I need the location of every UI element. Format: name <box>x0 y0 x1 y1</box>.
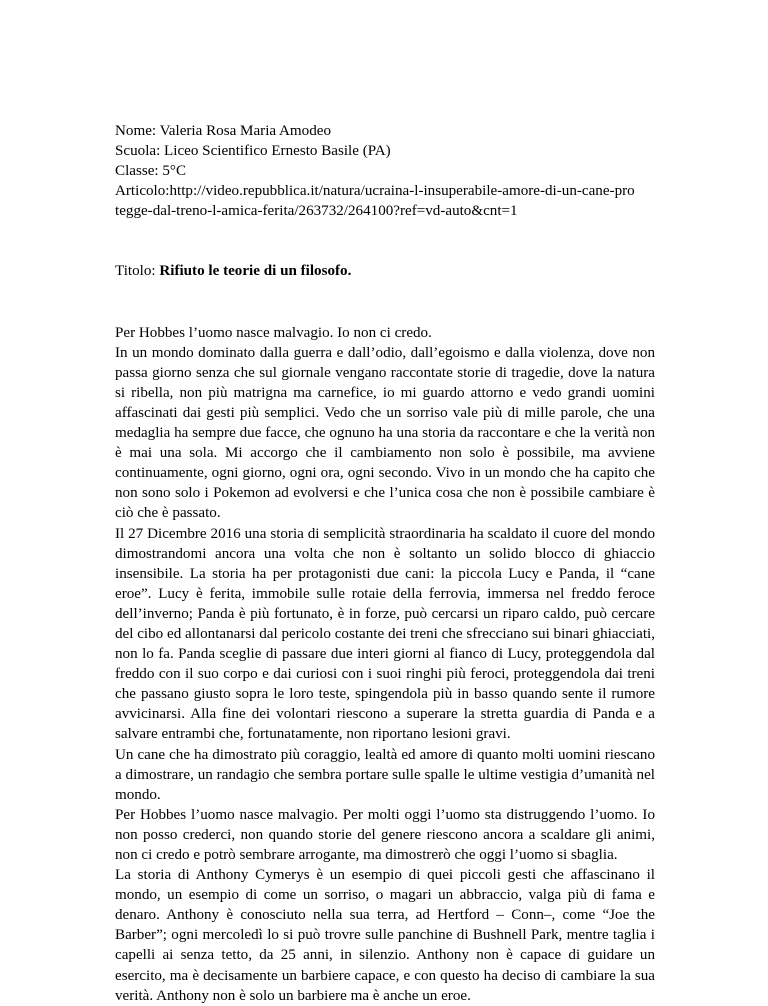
paragraph-6: La storia di Anthony Cymerys è un esempio di quei piccoli gesti che affascinano il mondo, un esempio di come un sorriso, o magari un abbraccio, valga più di fama e denaro. Anthony è conosciuto nella sua terra, ad Hertford – Conn–, come “Joe the Barber”; ogni mercoledì lo si può trovre sulle panchine di Bushnell Park, mentre taglia i capelli ai senza tetto, da 25 anni, in silenzio. Anthony non è capace di guidare un esercito, ma è decisamente un barbiere capace, e con questo ha deciso di cambiare la sua verità. Anthony non è solo un barbiere ma è anche un eroe. <box>115 867 655 1004</box>
article-url-line-1: Articolo:http://video.repubblica.it/natura/ucraina-l-insuperabile-amore-di-un-cane-pro <box>115 183 635 200</box>
student-name: Nome: Valeria Rosa Maria Amodeo <box>115 123 332 139</box>
essay-title: Rifiuto le teorie di un filosofo. <box>159 263 352 280</box>
paragraph-5: Per Hobbes l’uomo nasce malvagio. Per molti oggi l’uomo sta distruggendo l’uomo. Io non posso crederci, non quando storie del genere riescono ancora a scaldare gli animi, non ci credo e potrò sembrare arrogante, ma dimostrerò che oggi l’uomo si sbaglia. <box>115 806 655 863</box>
document-page <box>115 121 655 1006</box>
title-line <box>115 261 655 281</box>
title-label: Titolo: <box>115 263 160 280</box>
paragraph-4: Un cane che ha dimostrato più coraggio, lealtà ed amore di quanto molti uomini riescano a dimostrare, un randagio che sembra portare sulle spalle le ultime vestigia d’umanità nel mondo. <box>115 746 655 803</box>
paragraph-2: In un mondo dominato dalla guerra e dall’odio, dall’egoismo e dalla violenza, dove non passa giorno senza che sul giornale vengano raccontate storie di tragedie, dove la natura si ribella, non più matrigna ma carnefice, io mi guardo attorno e vedo grandi uomini affascinati dai gesti più semplici. Vedo che un sorriso vale più di mille parole, che una medaglia ha sempre due facce, che ognuno ha una storia da raccontare e che la verità non è mai una sola. Mi accorgo che il cambiamento non solo è possibile, ma avviene continuamente, ogni giorno, ogni ora, ogni secondo. Vivo in un mondo che ha capito che non sono solo i Pokemon ad evolversi e che l’unica cosa che non è possibile cambiare è ciò che è passato. <box>115 344 655 522</box>
essay-body <box>115 323 655 1006</box>
class-name: Classe: 5°C <box>115 163 187 180</box>
school-name: Scuola: Liceo Scientifico Ernesto Basile (PA) <box>115 143 391 160</box>
paragraph-3: Il 27 Dicembre 2016 una storia di semplicità straordinaria ha scaldato il cuore del mondo dimostrandomi ancora una volta che non è soltanto un solido blocco di ghiaccio insensibile. La storia ha per protagonisti due cani: la piccola Lucy e Panda, il “cane eroe”. Lucy è ferita, immobile sulle rotaie della ferrovia, immersa nel freddo feroce dell’inverno; Panda è più fortunato, è in forze, può cercarsi un riparo caldo, può cercare del cibo ed allontanarsi dal pericolo costante dei treni che sfrecciano sui binari ghiacciati, non lo fa. Panda sceglie di passare due interi giorni al fianco di Lucy, proteggendola dal freddo con il suo corpo e dai curiosi con i suoi ringhi più feroci, proteggendola dai treni che passano giusto sopra le loro teste, spingendola più in basso quando sente il rumore avvicinarsi. Alla fine dei volontari riescono a superare la stretta guardia di Panda e a salvare entrambi che, fortunatamente, non riportano lesioni gravi. <box>115 525 655 743</box>
header-block <box>115 121 655 221</box>
spacer <box>115 282 655 323</box>
spacer <box>115 221 655 261</box>
article-url-line-2: tegge-dal-treno-l-amica-ferita/263732/264100?ref=vd-auto&cnt=1 <box>115 203 518 220</box>
paragraph-1: Per Hobbes l’uomo nasce malvagio. Io non ci credo. <box>115 324 432 341</box>
